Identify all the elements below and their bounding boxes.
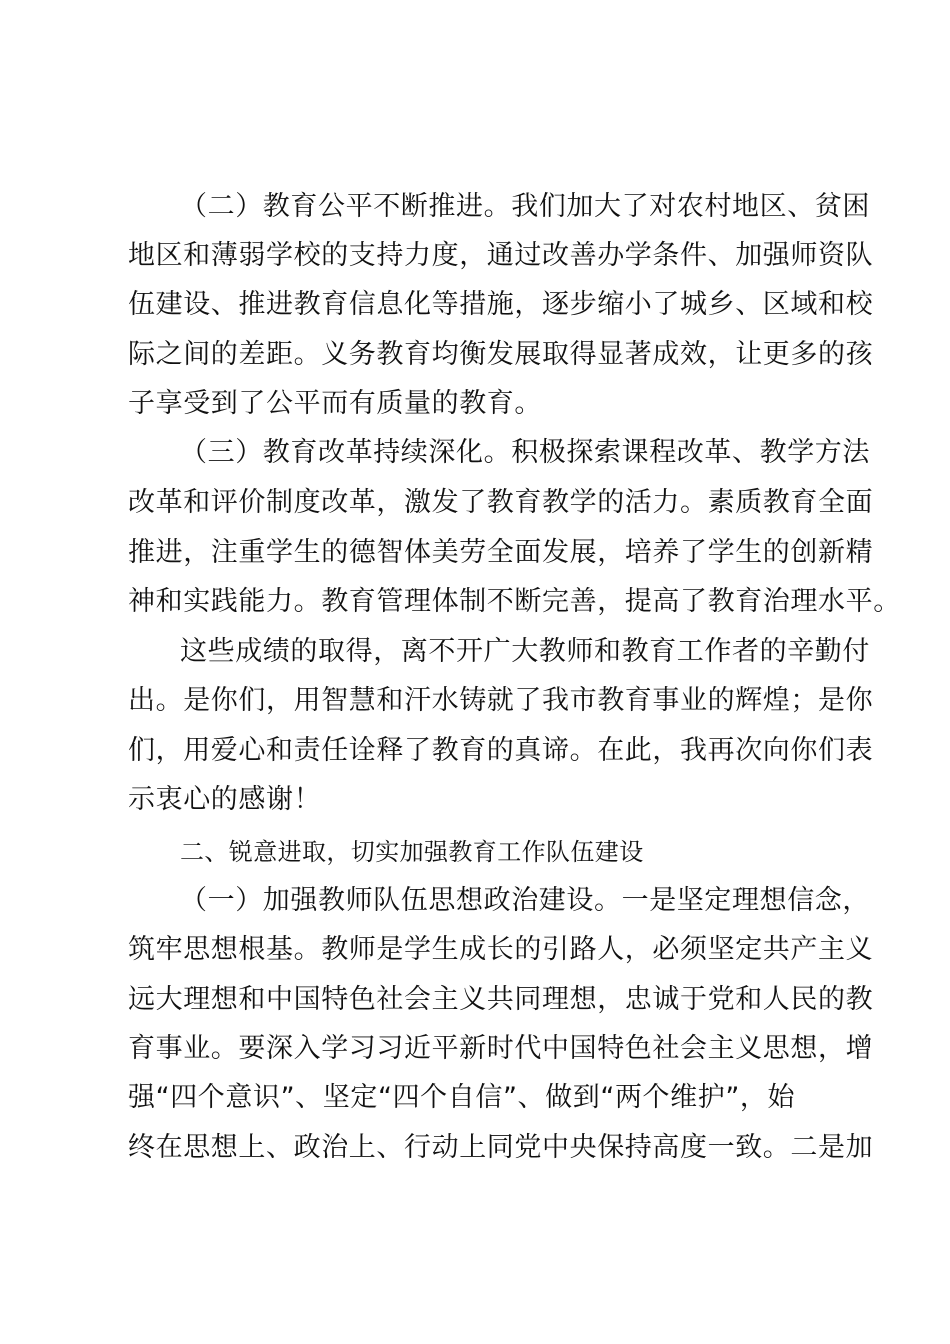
section-heading: 二、锐意进取，切实加强教育工作队伍建设 — [180, 838, 644, 866]
paragraph-2-line-2: 地区和薄弱学校的支持力度，通过改善办学条件、加强师资队 — [128, 240, 874, 271]
paragraph-section-1-line-1: （一）加强教师队伍思想政治建设。一是坚定理想信念， — [180, 885, 870, 916]
paragraph-section-1-line-4: 育事业。要深入学习习近平新时代中国特色社会主义思想，增 — [128, 1033, 874, 1064]
paragraph-3-line-4: 神和实践能力。教育管理体制不断完善，提高了教育治理水平。 — [128, 586, 901, 617]
paragraph-3-line-2: 改革和评价制度改革，激发了教育教学的活力。素质教育全面 — [128, 487, 874, 518]
paragraph-section-1-line-5: 强“四个意识”、坚定“四个自信”、做到“两个维护”，始 — [128, 1082, 796, 1113]
paragraph-2-line-1: （二）教育公平不断推进。我们加大了对农村地区、贫困 — [180, 191, 870, 222]
paragraph-2-line-4: 际之间的差距。义务教育均衡发展取得显著成效，让更多的孩 — [128, 339, 874, 370]
paragraph-thanks-line-4: 示衷心的感谢！ — [128, 784, 322, 815]
paragraph-thanks-line-3: 们，用爱心和责任诠释了教育的真谛。在此，我再次向你们表 — [128, 735, 874, 766]
paragraph-2-line-3: 伍建设、推进教育信息化等措施，逐步缩小了城乡、区域和校 — [128, 289, 874, 320]
paragraph-section-1-line-3: 远大理想和中国特色社会主义共同理想，忠诚于党和人民的教 — [128, 984, 874, 1015]
paragraph-section-1-line-2: 筑牢思想根基。教师是学生成长的引路人，必须坚定共产主义 — [128, 934, 874, 965]
paragraph-thanks-line-1: 这些成绩的取得，离不开广大教师和教育工作者的辛勤付 — [180, 636, 870, 667]
paragraph-thanks-line-2: 出。是你们，用智慧和汗水铸就了我市教育事业的辉煌；是你 — [128, 685, 874, 716]
paragraph-3-line-1: （三）教育改革持续深化。积极探索课程改革、教学方法 — [180, 437, 870, 468]
paragraph-3-line-3: 推进，注重学生的德智体美劳全面发展，培养了学生的创新精 — [128, 537, 874, 568]
paragraph-2-line-5: 子享受到了公平而有质量的教育。 — [128, 388, 542, 419]
paragraph-section-1-line-6: 终在思想上、政治上、行动上同党中央保持高度一致。二是加 — [128, 1132, 874, 1163]
